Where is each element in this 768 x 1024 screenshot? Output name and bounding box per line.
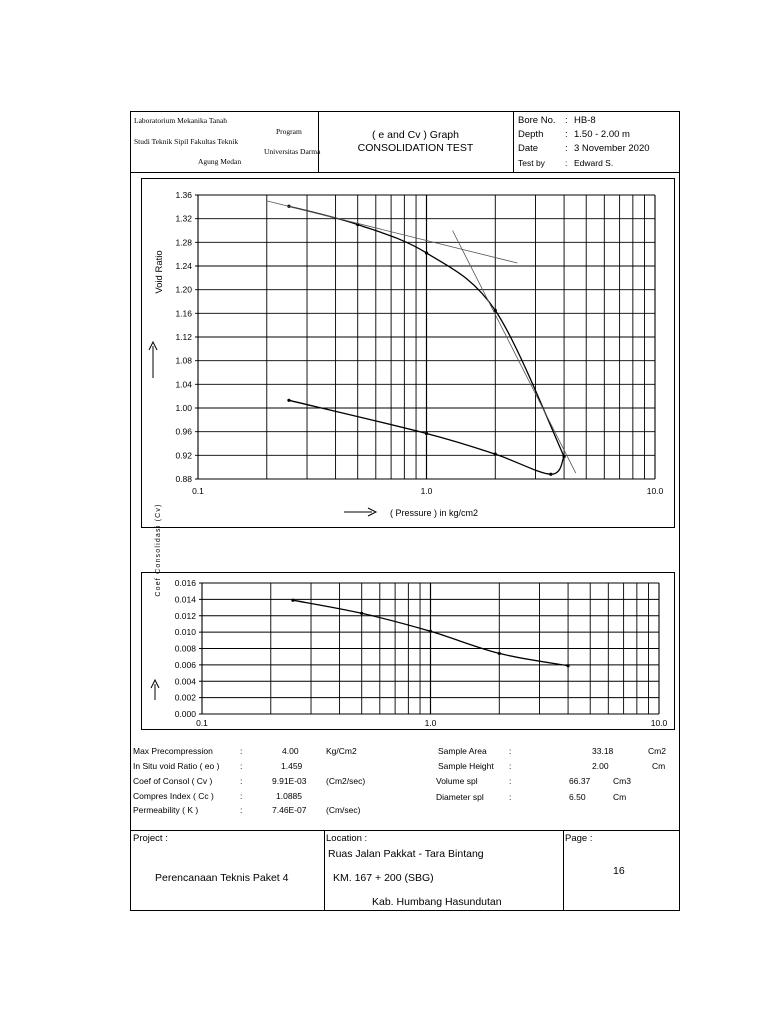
y-tick-label: 0.004: [174, 676, 196, 687]
data-point: [360, 612, 363, 615]
colon: :: [509, 776, 512, 786]
data-point: [494, 309, 497, 312]
date-label: Date: [518, 143, 539, 154]
footer-col-divider-1: [324, 830, 325, 911]
sample-height-label: Sample Height: [438, 761, 494, 771]
footer-divider: [130, 830, 680, 831]
permeability-label: Permeability ( K ): [133, 805, 199, 815]
sample-height-unit: Cm: [652, 761, 666, 771]
in-situ-void-label: In Situ void Ratio ( eo ): [133, 761, 220, 771]
colon: :: [240, 746, 243, 756]
footer-col-divider-2: [563, 830, 564, 911]
permeability-value: 7.46E-07: [272, 805, 307, 815]
data-point: [291, 599, 294, 602]
volume-spl-unit: Cm3: [613, 776, 631, 786]
y-axis-label: Void Ratio: [154, 250, 165, 294]
data-point: [549, 473, 552, 476]
colon: :: [240, 791, 243, 801]
colon: :: [565, 129, 568, 140]
y-tick-label: 1.32: [175, 213, 192, 224]
x-tick-label: 10.0: [646, 486, 664, 496]
y-tick-label: 1.12: [175, 332, 192, 342]
lab-name-line-4: Universitas Darma: [264, 147, 321, 156]
sample-area-unit: Cm2: [648, 746, 666, 756]
sample-height-value: 2.00: [592, 761, 609, 771]
y-tick-label: 0.010: [174, 627, 196, 638]
y-tick-label: 0.016: [174, 578, 196, 588]
colon: :: [565, 158, 568, 168]
page-label: Page :: [565, 833, 593, 844]
y-tick-label: 0.000: [174, 709, 196, 719]
colon: :: [565, 143, 568, 154]
coef-consol-value: 9.91E-03: [272, 776, 307, 786]
compres-index-value: 1.0885: [276, 791, 302, 801]
page-number: 16: [613, 865, 625, 877]
colon: :: [509, 792, 512, 802]
location-line-3: Kab. Humbang Hasundutan: [372, 896, 502, 908]
coef-consol-unit: (Cm2/sec): [326, 776, 366, 786]
depth-value: 1.50 - 2.00 m: [574, 129, 630, 140]
test-title: CONSOLIDATION TEST: [357, 142, 474, 154]
y-tick-label: 0.014: [174, 594, 196, 605]
construction-line: [267, 201, 518, 263]
data-point: [429, 630, 432, 633]
y-tick-label: 0.008: [174, 643, 196, 654]
graph-title: ( e and Cv ) Graph: [372, 129, 459, 141]
diameter-spl-unit: Cm: [613, 792, 627, 802]
data-point: [498, 652, 501, 655]
colon: :: [240, 776, 243, 786]
y-tick-label: 1.28: [175, 237, 192, 248]
y-tick-label: 0.92: [175, 450, 192, 461]
date-value: 3 November 2020: [574, 143, 650, 154]
colon: :: [240, 761, 243, 771]
location-line-2: KM. 167 + 200 (SBG): [333, 872, 434, 884]
y-tick-label: 0.88: [175, 474, 192, 484]
y-tick-label: 1.08: [175, 355, 192, 366]
y-tick-label: 1.00: [175, 403, 192, 413]
colon: :: [509, 746, 512, 756]
lab-name-line-5: Agung Medan: [198, 157, 242, 166]
max-precompression-label: Max Precompression: [133, 746, 213, 756]
in-situ-void-value: 1.459: [281, 761, 303, 771]
lab-name-line-1: Laboratorium Mekanika Tanah: [134, 116, 228, 125]
sample-area-value: 33.18: [592, 746, 614, 756]
y-tick-label: 0.002: [174, 692, 196, 703]
lab-name-line-2: Program: [276, 127, 302, 136]
bore-no-label: Bore No.: [518, 115, 556, 126]
data-point: [494, 453, 497, 456]
depth-label: Depth: [518, 129, 544, 140]
sample-area-label: Sample Area: [438, 746, 487, 756]
data-point: [425, 432, 428, 435]
max-precompression-value: 4.00: [282, 746, 299, 756]
y-tick-label: 1.04: [175, 379, 192, 390]
permeability-unit: (Cm/sec): [326, 805, 361, 815]
data-point: [562, 455, 565, 458]
x-tick-label: 1.0: [420, 486, 433, 496]
x-tick-label: 1.0: [424, 718, 437, 728]
bore-no-value: HB-8: [574, 115, 596, 126]
test-by-value: Edward S.: [574, 158, 614, 168]
volume-spl-label: Volume spl: [436, 776, 478, 786]
y-tick-label: 1.24: [175, 261, 192, 271]
max-precompression-unit: Kg/Cm2: [326, 746, 357, 756]
diameter-spl-label: Diameter spl: [436, 792, 484, 802]
x-tick-label: 0.1: [196, 718, 208, 728]
x-axis-label: ( Pressure ) in kg/cm2: [390, 508, 479, 518]
construction-line: [453, 231, 576, 474]
data-point: [425, 251, 428, 254]
location-line-1: Ruas Jalan Pakkat - Tara Bintang: [328, 848, 484, 860]
x-tick-label: 0.1: [192, 486, 204, 496]
project-label: Project :: [133, 833, 168, 844]
test-by-label: Test by: [518, 158, 545, 168]
colon: :: [240, 805, 243, 815]
data-point: [287, 399, 290, 402]
data-point: [566, 664, 569, 667]
y-tick-label: 0.006: [174, 659, 196, 670]
location-label: Location :: [326, 833, 368, 844]
project-value: Perencanaan Teknis Paket 4: [155, 872, 289, 884]
coef-consol-label: Coef of Consol ( Cv ): [133, 776, 213, 786]
y-tick-label: 0.96: [175, 426, 192, 437]
volume-spl-value: 66.37: [569, 776, 591, 786]
x-tick-label: 10.0: [650, 718, 668, 728]
diameter-spl-value: 6.50: [569, 792, 586, 802]
y-axis-label: Coef Consolidasi (Cv): [155, 503, 162, 597]
lab-name-line-3: Studi Teknik Sipil Fakultas Teknik: [134, 137, 239, 146]
colon: :: [565, 115, 568, 126]
colon: :: [509, 761, 512, 771]
y-tick-label: 1.20: [175, 284, 192, 295]
y-tick-label: 1.16: [175, 308, 192, 319]
y-tick-label: 1.36: [175, 190, 192, 200]
compres-index-label: Compres Index ( Cc ): [133, 791, 214, 801]
y-tick-label: 0.012: [174, 610, 196, 621]
